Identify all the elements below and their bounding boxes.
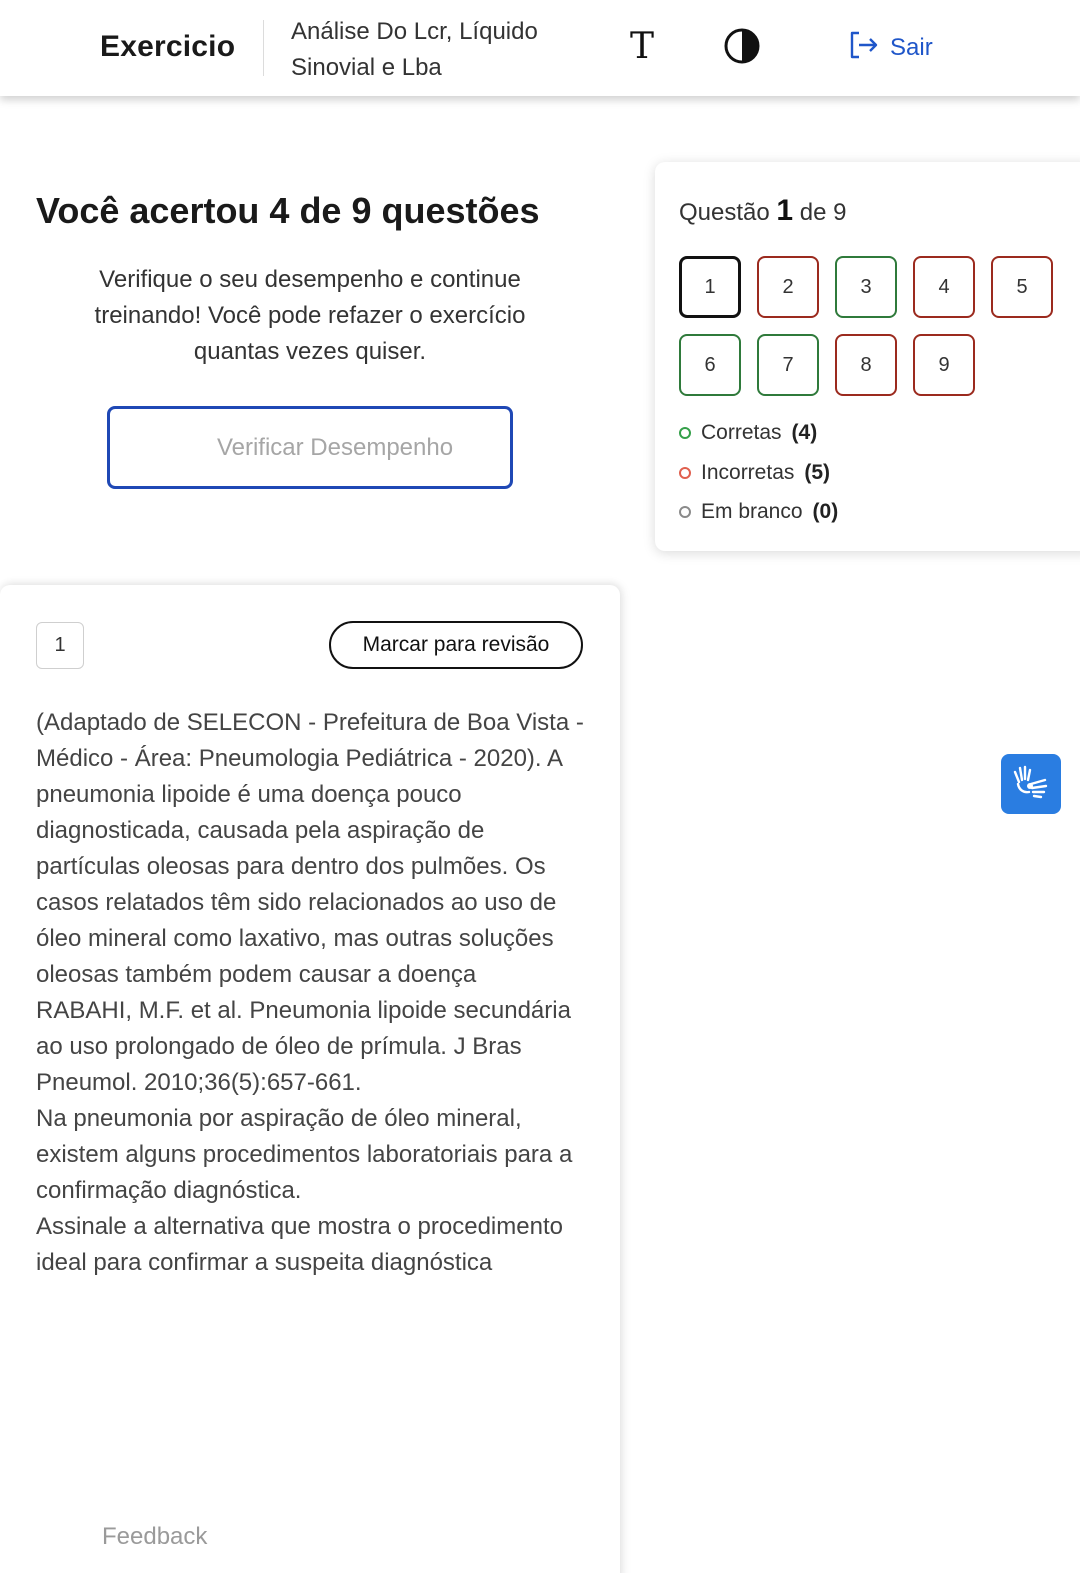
- verify-performance-button[interactable]: Verificar Desempenho: [107, 406, 513, 489]
- result-description: Verifique o seu desempenho e continue treinando! Você pode refazer o exercício quantas vezes quiser.: [94, 266, 526, 365]
- question-button[interactable]: 9: [913, 334, 975, 396]
- sign-language-button[interactable]: [1001, 754, 1061, 814]
- question-button[interactable]: 8: [835, 334, 897, 396]
- question-button[interactable]: 4: [913, 256, 975, 318]
- logout-button[interactable]: [846, 28, 933, 68]
- legend-incorrect: Incorretas (5): [679, 461, 830, 485]
- header-divider: [263, 20, 264, 76]
- question-button[interactable]: 2: [757, 256, 819, 318]
- text-size-icon[interactable]: T: [629, 25, 654, 67]
- incorrect-dot-icon: [679, 467, 691, 479]
- brand-title: Exercicio: [100, 30, 236, 63]
- question-button[interactable]: 7: [757, 334, 819, 396]
- top-header: [0, 0, 1080, 96]
- correct-dot-icon: [679, 427, 691, 439]
- question-button[interactable]: 3: [835, 256, 897, 318]
- sign-language-icon: [1011, 762, 1051, 807]
- legend-correct: Corretas (4): [679, 421, 817, 445]
- logout-label: Sair: [890, 34, 933, 61]
- question-statement: [36, 705, 586, 1281]
- question-button[interactable]: 1: [679, 256, 741, 318]
- question-paragraph: (Adaptado de SELECON - Prefeitura de Boa Vista - Médico - Área: Pneumologia Pediátrica - 2020). A pneumonia lipoide é uma doença pouco diagnosticada, causada pela aspiração de partículas oleosas para dentro dos pulmões. Os casos relatados têm sido relacionados ao uso de óleo mineral como laxativo, mas outras soluções oleosas também podem causar a doença: [36, 709, 584, 988]
- question-button[interactable]: 6: [679, 334, 741, 396]
- question-paragraph: Assinale a alternativa que mostra o procedimento ideal para confirmar a suspeita diagnóstica: [36, 1213, 563, 1276]
- contrast-icon[interactable]: [722, 26, 762, 66]
- question-navigator: [655, 162, 1080, 551]
- exercise-title: Análise Do Lcr, Líquido Sinovial e Lba: [291, 18, 538, 81]
- legend-blank: Em branco (0): [679, 500, 838, 524]
- logout-icon: [846, 28, 880, 69]
- question-paragraph: RABAHI, M.F. et al. Pneumonia lipoide secundária ao uso prolongado de óleo de prímula. J Bras Pneumol. 2010;36(5):657-661.: [36, 997, 571, 1096]
- result-title: Você acertou 4 de 9 questões: [36, 190, 540, 231]
- question-paragraph: Na pneumonia por aspiração de óleo mineral, existem alguns procedimentos laboratoriais para a confirmação diagnóstica.: [36, 1105, 573, 1204]
- feedback-link[interactable]: Feedback: [102, 1523, 208, 1550]
- mark-for-review-button[interactable]: Marcar para revisão: [329, 621, 583, 669]
- question-button[interactable]: 5: [991, 256, 1053, 318]
- question-number-badge: 1: [36, 622, 84, 669]
- question-card: [0, 585, 620, 1573]
- current-question-number: 1: [776, 194, 794, 227]
- navigator-heading: Questão 1 de 9: [679, 194, 847, 227]
- blank-dot-icon: [679, 506, 691, 518]
